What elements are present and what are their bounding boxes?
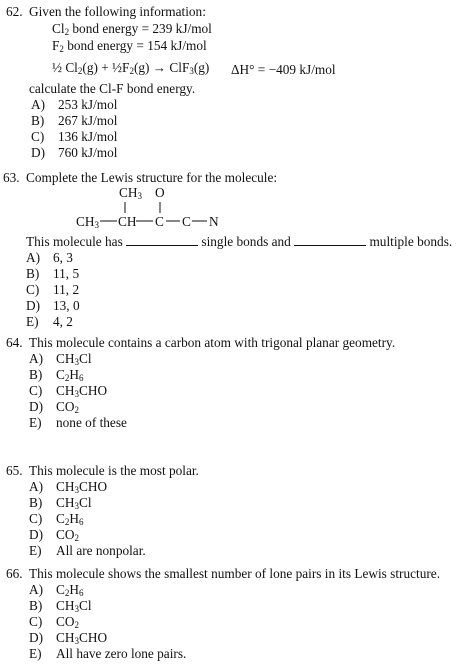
- option-letter: A): [31, 97, 46, 112]
- formula-subscript: 3: [94, 220, 99, 230]
- formula-part: H: [69, 582, 79, 597]
- formula-part: CHO: [78, 630, 108, 645]
- option-text: All have zero lone pairs.: [56, 646, 187, 661]
- option-text: 267 kJ/mol: [58, 113, 118, 128]
- sentence-part: multiple bonds.: [369, 234, 453, 249]
- option-formula: [56, 599, 92, 612]
- option-formula: [56, 615, 79, 628]
- option-text: 760 kJ/mol: [58, 145, 118, 160]
- option-letter: B): [26, 266, 40, 281]
- formula-subscript: 3: [74, 485, 79, 495]
- formula-part: CO: [56, 399, 75, 414]
- formula-part: F: [122, 60, 130, 75]
- formula-subscript: 6: [78, 517, 84, 527]
- formula-part: H: [69, 367, 79, 382]
- formula-subscript: 3: [74, 357, 79, 367]
- formula-subscript: 3: [189, 66, 194, 76]
- option-letter: C): [29, 383, 43, 398]
- option-letter: B): [29, 495, 43, 510]
- formula-part: Cl: [52, 21, 65, 36]
- given-cl2-bond-energy: [52, 22, 212, 35]
- formula-part: Cl: [78, 495, 92, 510]
- option-letter: C): [26, 282, 40, 297]
- formula-subscript: 2: [64, 373, 70, 383]
- formula-part: CH: [56, 479, 75, 494]
- reaction-equation: [52, 61, 209, 74]
- option-letter: C): [29, 614, 43, 629]
- option-letter: D): [26, 298, 41, 313]
- option-formula: [56, 583, 83, 596]
- formula-part: CH: [56, 351, 75, 366]
- formula-part: C: [56, 511, 65, 526]
- formula-part: (g) +: [82, 60, 113, 75]
- question-number: 66.: [6, 566, 23, 581]
- ch-atom: CH: [118, 214, 137, 229]
- formula-part: CHO: [78, 383, 108, 398]
- option-letter: E): [26, 314, 39, 329]
- formula-subscript: 2: [77, 66, 83, 76]
- option-formula: [56, 368, 83, 381]
- sentence-part: single bonds and: [201, 234, 291, 249]
- formula-subscript: 6: [78, 373, 84, 383]
- question-stem: This molecule shows the smallest number of lone pairs in its Lewis structure.: [29, 566, 441, 581]
- question-number: 63.: [3, 170, 20, 185]
- option-letter: A): [29, 582, 44, 597]
- atom-label: CH: [76, 214, 95, 229]
- fraction: ½: [52, 60, 62, 75]
- formula-subscript: 3: [74, 636, 79, 646]
- answer-blank-multiple-bonds[interactable]: [294, 235, 366, 246]
- question-stem: Given the following information:: [29, 4, 206, 19]
- sentence-part: This molecule has: [26, 234, 123, 249]
- option-letter: B): [31, 113, 45, 128]
- option-letter: A): [29, 479, 44, 494]
- option-text: 253 kJ/mol: [58, 97, 118, 112]
- option-letter: A): [29, 351, 44, 366]
- option-letter: B): [29, 598, 43, 613]
- option-letter: D): [29, 630, 44, 645]
- value-text: bond energy = 239 kJ/mol: [69, 21, 212, 36]
- option-letter: D): [29, 527, 44, 542]
- option-formula: [56, 480, 107, 493]
- option-letter: E): [29, 415, 42, 430]
- formula-part: CO: [56, 614, 75, 629]
- option-text: 11, 5: [53, 266, 80, 281]
- formula-subscript: 2: [129, 66, 134, 76]
- formula-part: CH: [56, 630, 75, 645]
- nitrogen-atom: N: [209, 214, 219, 229]
- carbonyl-carbon: C: [155, 214, 164, 229]
- option-text: 6, 3: [53, 250, 73, 265]
- formula-part: (g) → ClF: [133, 60, 190, 75]
- formula-subscript: 2: [64, 588, 70, 598]
- question-number-text: 62.: [6, 4, 23, 19]
- option-formula: [56, 512, 83, 525]
- methyl-group-top: [119, 186, 142, 199]
- formula-part: CH: [56, 598, 75, 613]
- formula-subscript: 2: [74, 405, 79, 415]
- option-text: 11, 2: [53, 282, 80, 297]
- formula-part: Cl: [65, 60, 78, 75]
- question-prompt: calculate the Cl-F bond energy.: [29, 81, 196, 96]
- option-letter: D): [31, 145, 46, 160]
- option-formula: [56, 400, 79, 413]
- option-text: 136 kJ/mol: [58, 129, 118, 144]
- formula-part: C: [56, 367, 65, 382]
- formula-part: Cl: [78, 598, 92, 613]
- option-text: 13, 0: [53, 298, 80, 313]
- nitrile-carbon: C: [182, 214, 191, 229]
- formula-subscript: 2: [64, 27, 70, 37]
- formula-part: (g): [193, 60, 210, 75]
- formula-subscript: 2: [64, 517, 70, 527]
- question-number: 64.: [6, 335, 23, 350]
- formula-part: F: [52, 38, 60, 53]
- formula-part: Cl: [78, 351, 92, 366]
- formula-part: CH: [56, 495, 75, 510]
- answer-blank-single-bonds[interactable]: [126, 235, 198, 246]
- enthalpy-value: ΔH° = −409 kJ/mol: [231, 62, 336, 77]
- formula-part: CO: [56, 527, 75, 542]
- formula-subscript: 3: [74, 604, 79, 614]
- option-text: 4, 2: [53, 314, 73, 329]
- option-letter: E): [29, 646, 42, 661]
- formula-subscript: 3: [74, 501, 79, 511]
- formula-subscript: 3: [74, 389, 79, 399]
- question-stem: This molecule contains a carbon atom with trigonal planar geometry.: [29, 335, 396, 350]
- fraction: ½: [112, 60, 123, 75]
- option-formula: [56, 496, 92, 509]
- formula-subscript: 3: [137, 191, 142, 201]
- option-formula: [56, 384, 107, 397]
- fill-in-sentence: [26, 235, 452, 248]
- atom-label: CH: [119, 185, 138, 200]
- option-letter: C): [31, 129, 45, 144]
- formula-part: H: [69, 511, 79, 526]
- formula-subscript: 2: [74, 533, 79, 543]
- oxygen-atom: O: [155, 185, 165, 200]
- option-letter: A): [26, 250, 41, 265]
- option-letter: E): [29, 543, 42, 558]
- question-stem: Complete the Lewis structure for the molecule:: [26, 170, 278, 185]
- option-letter: B): [29, 367, 43, 382]
- option-letter: D): [29, 399, 44, 414]
- option-formula: [56, 352, 92, 365]
- question-number: [6, 5, 23, 18]
- option-letter: C): [29, 511, 43, 526]
- methyl-group-left: [76, 215, 99, 228]
- formula-subscript: 2: [74, 620, 79, 630]
- formula-part: CH: [56, 383, 75, 398]
- formula-part: CHO: [78, 479, 108, 494]
- option-formula: [56, 528, 79, 541]
- formula-subscript: 2: [59, 44, 64, 54]
- formula-subscript: 6: [78, 588, 84, 598]
- option-formula: [56, 631, 107, 644]
- value-text: bond energy = 154 kJ/mol: [63, 38, 207, 53]
- option-text: none of these: [56, 415, 127, 430]
- given-f2-bond-energy: [52, 39, 207, 52]
- formula-part: C: [56, 582, 65, 597]
- question-stem: This molecule is the most polar.: [29, 463, 199, 478]
- option-text: All are nonpolar.: [56, 543, 146, 558]
- question-number: 65.: [6, 463, 23, 478]
